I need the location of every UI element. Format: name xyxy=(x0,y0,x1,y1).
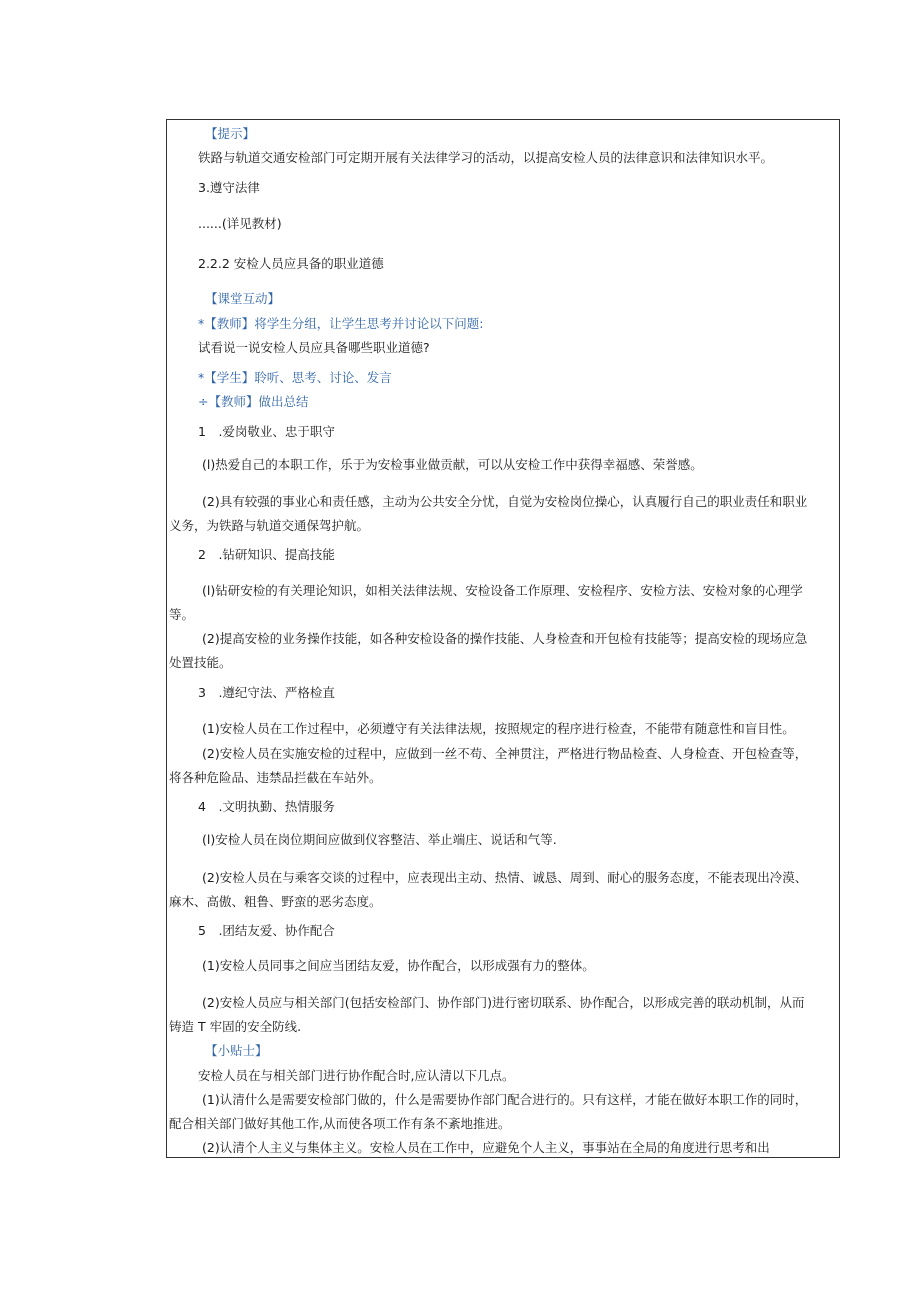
paragraph: (1)认清什么是需要安检部门做的，什么是需要协作部门配合进行的。只有这样，才能在做好本职工作的同时， xyxy=(202,1092,808,1107)
paragraph: (l)热爱自己的本职工作，乐于为安检事业做贡献，可以从安检工作中获得幸福感、荣誉感。 xyxy=(202,457,703,472)
paragraph: (l)钻研安检的有关理论知识，如相关法律法规、安检设备工作原理、安检程序、安检方法、安检对象的心理学 xyxy=(202,583,803,598)
item-heading: 4 .文明执勤、热情服务 xyxy=(198,799,335,814)
paragraph: (2)认清个人主义与集体主义。安检人员在工作中，应避免个人主义，事事站在全局的角度进行思考和出 xyxy=(202,1140,770,1155)
paragraph: (2)安检人员应与相关部门(包括安检部门、协作部门)进行密切联系、协作配合，以形成完善的联动机制，从而 xyxy=(202,995,805,1010)
paragraph: (2)提高安检的业务操作技能，如各种安检设备的操作技能、人身检查和开包检有技能等；提高安检的现场应急 xyxy=(202,631,808,646)
paragraph-continued: 麻木、高傲、粗鲁、野蛮的恶劣态度。 xyxy=(169,894,382,909)
paragraph-continued: 等。 xyxy=(169,607,195,622)
paragraph-continued: 义务，为铁路与轨道交通保驾护航。 xyxy=(169,518,370,533)
paragraph: (1)安检人员同事之间应当团结友爱，协作配合，以形成强有力的整体。 xyxy=(202,958,595,973)
student-activity: *【学生】聆听、思考、讨论、发言 xyxy=(198,370,392,385)
tips-heading: 【小贴士】 xyxy=(205,1043,268,1058)
paragraph: (1)安检人员在工作过程中，必须遵守有关法律法规，按照规定的程序进行检查，不能带有随意性和盲目性。 xyxy=(202,721,795,736)
paragraph: (2)具有较强的事业心和责任感，主动为公共安全分忧，自觉为安检岗位操心，认真履行自己的职业责任和职业 xyxy=(202,494,808,509)
teacher-summary: ÷【教师】做出总结 xyxy=(198,394,309,409)
paragraph: ......(详见教材) xyxy=(198,216,282,231)
section-heading: 2.2.2 安检人员应具备的职业道德 xyxy=(198,256,384,271)
paragraph: (2)安检人员在与乘客交谈的过程中，应表现出主动、热情、诚恳、周到、耐心的服务态度，不能表现出冷漠、 xyxy=(202,870,808,885)
paragraph: 铁路与轨道交通安检部门可定期开展有关法律学习的活动，以提高安检人员的法律意识和法律知识水平。 xyxy=(198,150,774,165)
classroom-interaction-heading: 【课堂互动】 xyxy=(205,291,281,306)
teacher-instruction: *【教师】将学生分组，让学生思考并讨论以下问题: xyxy=(198,316,484,331)
paragraph-continued: 铸造 T 牢固的安全防线. xyxy=(169,1019,302,1034)
section-heading: 3.遵守法律 xyxy=(198,180,260,195)
paragraph-continued: 处置技能。 xyxy=(169,655,232,670)
paragraph: 安检人员在与相关部门进行协作配合时,应认清以下几点。 xyxy=(198,1068,515,1083)
paragraph-continued: 将各种危险品、违禁品拦截在车站外。 xyxy=(169,770,382,785)
question: 试看说一说安检人员应具备哪些职业道德? xyxy=(198,340,430,355)
item-heading: 5 .团结友爱、协作配合 xyxy=(198,923,335,938)
paragraph: (2)安检人员在实施安检的过程中，应做到一丝不苟、全神贯注，严格进行物品检查、人身检查、开包检查等， xyxy=(202,746,808,761)
item-heading: 3 .遵纪守法、严格检直 xyxy=(198,685,335,700)
item-heading: 2 .钻研知识、提高技能 xyxy=(198,547,335,562)
item-heading: 1 .爱岗敬业、忠于职守 xyxy=(198,424,335,439)
paragraph: (l)安检人员在岗位期间应做到仪容整洁、举止端庄、说话和气等. xyxy=(202,832,557,847)
tip-heading: 【提示】 xyxy=(205,126,256,141)
paragraph-continued: 配合相关部门做好其他工作,从而使各项工作有条不紊地推进。 xyxy=(169,1116,511,1131)
